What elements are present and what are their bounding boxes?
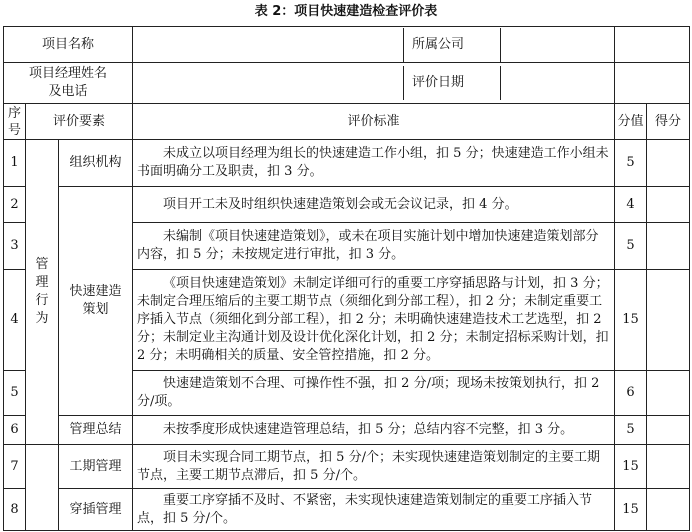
manager-input[interactable]	[133, 66, 404, 100]
row-no: 8	[4, 489, 26, 531]
table-row	[4, 445, 690, 489]
company-value-extra[interactable]	[615, 27, 690, 63]
group-plan	[59, 187, 133, 416]
company-value[interactable]	[501, 28, 614, 62]
company-label: 所属公司	[404, 28, 501, 62]
manager-label-line2: 及电话	[48, 84, 88, 99]
table-row	[4, 140, 690, 187]
row-score: 5	[615, 140, 647, 187]
group-char: 为	[35, 311, 49, 326]
table-row	[4, 187, 690, 223]
score-header: 分值	[615, 104, 647, 140]
table-row	[4, 416, 690, 445]
table-row	[4, 489, 690, 531]
row-element: 工期管理	[59, 445, 133, 489]
row-got[interactable]	[647, 270, 690, 371]
row-got[interactable]	[647, 223, 690, 270]
criteria-header: 评价标准	[133, 104, 615, 140]
eval-date-value[interactable]	[501, 66, 614, 100]
row-no: 1	[4, 140, 26, 187]
group-char: 理	[35, 275, 49, 290]
group-plan-line1: 快速建造	[69, 284, 122, 299]
seq-header-line2: 号	[7, 122, 21, 138]
row-criteria: 未按季度形成快速建造管理总结，扣 5 分；总结内容不完整，扣 3 分。	[133, 416, 615, 445]
group-next	[26, 445, 59, 531]
manager-value	[133, 63, 615, 104]
project-name-input[interactable]	[133, 28, 404, 62]
row-no: 6	[4, 416, 26, 445]
eval-date-label: 评价日期	[404, 66, 501, 100]
row-score: 15	[615, 270, 647, 371]
row-got[interactable]	[647, 371, 690, 416]
seq-header-line1: 序	[7, 105, 21, 121]
row-criteria: 《项目快速建造策划》未制定详细可行的重要工序穿插思路与计划，扣 3 分；未制定合理压缩后的主要工期节点（须细化到分部工程），扣 2 分；未制定重要工序插入节点（须细化到分部工程），扣 2 分；未明确快速建造技术工艺选型，扣 2 分；未制定业主沟通计划及设计优化深化计划，扣 2 分；未制定招标采购计划，扣 2 分；未明确相关的质量、安全管控措施，扣 2 分。	[133, 270, 615, 371]
manager-label-line1: 项目经理姓名	[29, 66, 108, 81]
project-name-value	[133, 27, 615, 63]
row-got[interactable]	[647, 140, 690, 187]
row-score: 5	[615, 416, 647, 445]
row-element: 组织机构	[59, 140, 133, 187]
group-char: 行	[35, 293, 49, 308]
row-score: 15	[615, 489, 647, 531]
row-no: 5	[4, 371, 26, 416]
manager-row	[4, 63, 690, 104]
row-element: 管理总结	[59, 416, 133, 445]
row-no: 7	[4, 445, 26, 489]
element-header: 评价要素	[26, 104, 133, 140]
row-no: 3	[4, 223, 26, 270]
evaluation-table	[3, 26, 690, 531]
column-header-row	[4, 104, 690, 140]
table-title: 表 2：项目快速建造检查评价表	[254, 4, 438, 19]
row-criteria: 快速建造策划不合理、可操作性不强，扣 2 分/项；现场未按策划执行，扣 2 分/项。	[133, 371, 615, 416]
row-got[interactable]	[647, 489, 690, 531]
got-header: 得分	[647, 104, 690, 140]
row-criteria: 未编制《项目快速建造策划》，或未在项目实施计划中增加快速建造策划部分内容，扣 5 分；未按规定进行审批，扣 3 分。	[133, 223, 615, 270]
row-score: 4	[615, 187, 647, 223]
row-criteria: 项目开工未及时组织快速建造策划会或无会议记录，扣 4 分。	[133, 187, 615, 223]
project-name-label: 项目名称	[4, 27, 133, 63]
row-no: 4	[4, 270, 26, 371]
group-management	[26, 140, 59, 445]
row-score: 6	[615, 371, 647, 416]
project-name-row	[4, 27, 690, 63]
row-no: 2	[4, 187, 26, 223]
row-score: 5	[615, 223, 647, 270]
manager-label	[4, 63, 133, 104]
row-criteria: 重要工序穿插不及时、不紧密，未实现快速建造策划制定的重要工序插入节点，扣 5 分/个。	[133, 489, 615, 531]
row-score: 15	[615, 445, 647, 489]
row-got[interactable]	[647, 187, 690, 223]
group-char: 管	[35, 257, 49, 272]
row-criteria: 未成立以项目经理为组长的快速建造工作小组，扣 5 分；快速建造工作小组未书面明确分工及职责，扣 3 分。	[133, 140, 615, 187]
row-got[interactable]	[647, 445, 690, 489]
row-got[interactable]	[647, 416, 690, 445]
eval-date-value-extra[interactable]	[615, 63, 690, 104]
seq-header	[4, 104, 26, 140]
row-criteria: 项目未实现合同工期节点，扣 5 分/个；未实现快速建造策划制定的主要工期节点，主要工期节点滞后，扣 5 分/个。	[133, 445, 615, 489]
group-plan-line2: 策划	[82, 302, 109, 317]
row-element: 穿插管理	[59, 489, 133, 531]
